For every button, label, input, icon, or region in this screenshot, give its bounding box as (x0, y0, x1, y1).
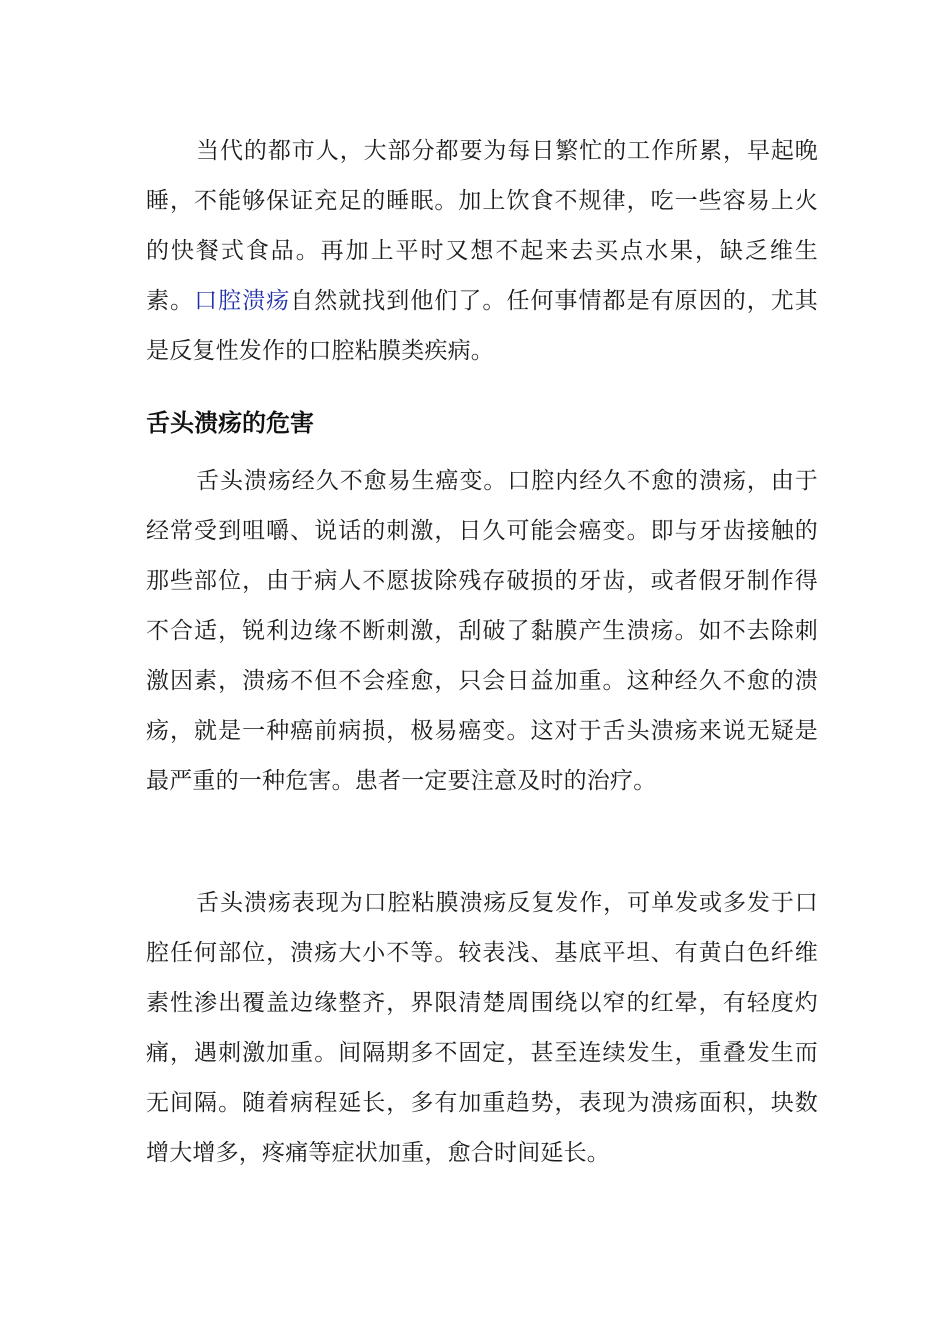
intro-paragraph (146, 126, 818, 376)
harm-paragraph: 舌头溃疡经久不愈易生癌变。口腔内经久不愈的溃疡，由于经常受到咀嚼、说话的刺激，日久可能会癌变。即与牙齿接触的那些部位，由于病人不愿拔除残存破损的牙齿，或者假牙制作得不合适，锐利边缘不断刺激，刮破了黏膜产生溃疡。如不去除刺激因素，溃疡不但不会痊愈，只会日益加重。这种经久不愈的溃疡，就是一种癌前病损，极易癌变。这对于舌头溃疡来说无疑是最严重的一种危害。患者一定要注意及时的治疗。 (146, 468, 818, 794)
intro-text-before-link: 当代的都市人，大部分都要为每日繁忙的工作所累，早起晚睡，不能够保证充足的睡眠。加上饮食不规律，吃一些容易上火的快餐式食品。再加上平时又想不起来去买点水果，缺乏维生素。 (146, 138, 818, 314)
intro-text-after-link: 自然就找到他们了。任何事情都是有原因的，尤其是反复性发作的口腔粘膜类疾病。 (146, 288, 818, 364)
symptoms-paragraph: 舌头溃疡表现为口腔粘膜溃疡反复发作，可单发或多发于口腔任何部位，溃疡大小不等。较表浅、基底平坦、有黄白色纤维素性渗出覆盖边缘整齐，界限清楚周围绕以窄的红晕，有轻度灼痛，遇刺激加重。间隔期多不固定，甚至连续发生，重叠发生而无间隔。随着病程延长，多有加重趋势，表现为溃疡面积，块数增大增多，疼痛等症状加重，愈合时间延长。 (146, 890, 818, 1166)
section-heading: 舌头溃疡的危害 (146, 409, 314, 437)
oral-ulcer-link[interactable]: 口腔溃疡 (194, 288, 291, 314)
